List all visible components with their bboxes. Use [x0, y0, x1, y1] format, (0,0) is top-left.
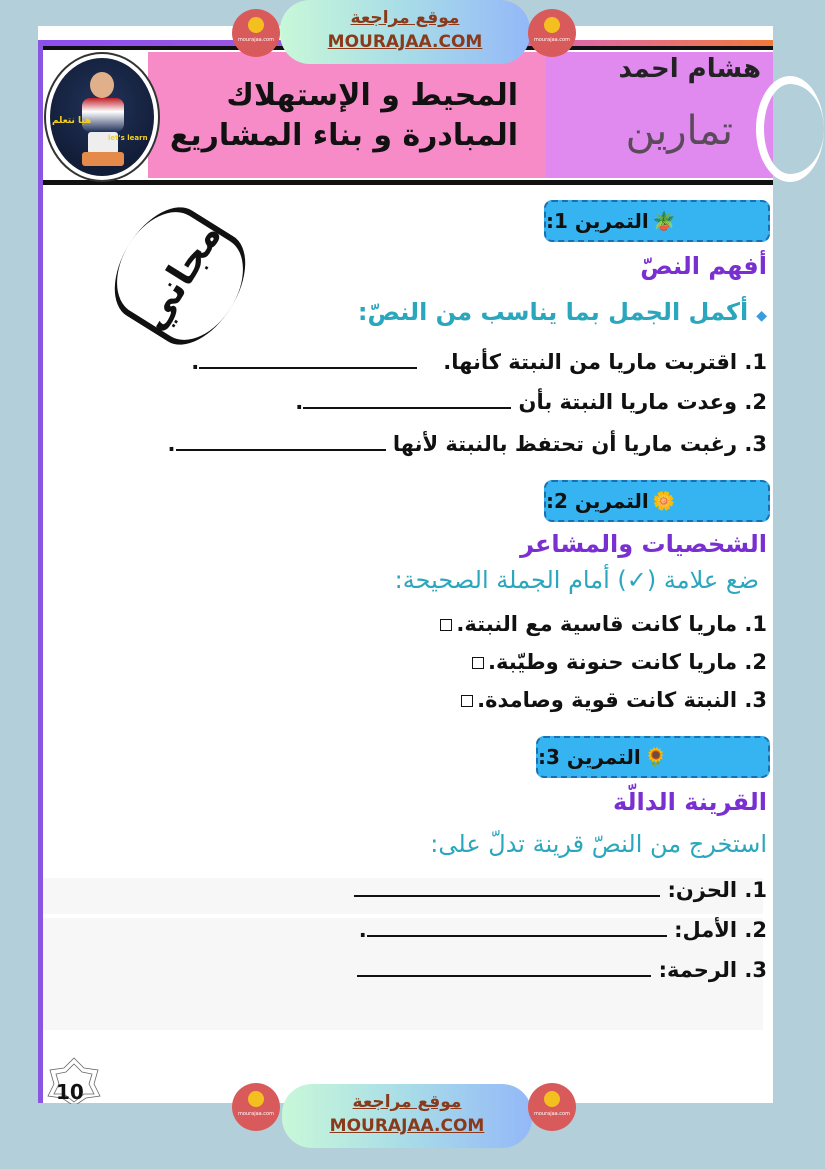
exercise-1-item-1: 1. اقتربت ماريا من النبتة كأنها.. — [191, 349, 767, 374]
avatar-caption: هيا نتعلم — [52, 116, 92, 126]
answer-blank[interactable] — [354, 876, 660, 897]
page-number-badge — [44, 1056, 104, 1104]
watermark-latin[interactable]: MOURAJAA.COM — [327, 32, 483, 52]
daisy-flower-icon: 🌼 — [652, 490, 676, 512]
exercise-1-item-2: 2. وعدت ماريا النبتة بأن . — [295, 389, 767, 414]
teacher-avatar — [44, 52, 160, 182]
watermark-logo-right-top: mourajaa.com — [528, 9, 576, 57]
exercise-1-item-3: 3. رغبت ماريا أن تحتفظ بالنبتة لأنها . — [167, 431, 767, 456]
exercise-2-item-2: 2. ماريا كانت حنونة وطيّبة. — [472, 650, 767, 674]
page-number: 10 — [56, 1080, 84, 1104]
sunflower-icon: 🌻 — [644, 746, 668, 768]
watermark-arabic[interactable]: موقع مراجعة — [352, 1092, 462, 1112]
checkbox[interactable] — [472, 657, 484, 669]
watermark-logo-left-top: mourajaa.com — [232, 9, 280, 57]
diamond-bullet-icon: ◆ — [756, 308, 767, 324]
exercise-3-instruction: استخرج من النصّ قرينة تدلّ على: — [430, 830, 767, 858]
exercise-2-item-1: 1. ماريا كانت قاسية مع النبتة. — [440, 612, 767, 636]
kid-figure-icon — [90, 72, 114, 98]
exercise-1-instruction: ◆أكمل الجمل بما يناسب من النصّ: — [357, 298, 767, 326]
exercise-2-label: التمرين 2: — [546, 489, 649, 513]
book-logo-icon — [248, 17, 264, 33]
exercise-1-label: التمرين 1: — [546, 209, 649, 233]
watermark-logo-left-bottom: mourajaa.com — [232, 1083, 280, 1131]
exercise-3-item-2: 2. الأمل: . — [358, 917, 767, 942]
lesson-title — [170, 76, 518, 156]
header-decorative-arc — [756, 76, 824, 182]
watermark-arabic[interactable]: موقع مراجعة — [350, 8, 460, 28]
exercise-1-header — [544, 200, 770, 242]
exercise-2-instruction: ضع علامة (✓) أمام الجملة الصحيحة: — [394, 566, 759, 594]
exercise-3-item-3: 3. الرحمة: — [357, 956, 767, 982]
free-stamp-text: مجاني — [130, 214, 230, 338]
exercise-3-label: التمرين 3: — [538, 745, 641, 769]
answer-blank[interactable] — [303, 388, 511, 409]
exercise-3-section-title: القرينة الدالّة — [612, 788, 767, 816]
answer-blank[interactable] — [357, 956, 651, 977]
exercise-2-item-3: 3. النبتة كانت قوية وصامدة. — [461, 688, 767, 712]
header-border-bottom — [43, 180, 773, 185]
answer-blank[interactable] — [176, 430, 386, 451]
lesson-title-line1: المحيط و الإستهلاك — [226, 78, 518, 113]
free-stamp — [96, 192, 263, 361]
watermark-logo-right-bottom: mourajaa.com — [528, 1083, 576, 1131]
author-name: هشام احمد — [618, 54, 761, 84]
book-logo-icon — [248, 1091, 264, 1107]
avatar-caption-en: let's learn — [108, 134, 148, 142]
answer-blank[interactable] — [367, 916, 667, 937]
worksheet-page — [38, 26, 773, 1103]
watermark-badge-top[interactable] — [280, 0, 530, 64]
exercise-2-header — [544, 480, 770, 522]
answer-blank[interactable] — [199, 348, 417, 369]
watermark-latin[interactable]: MOURAJAA.COM — [329, 1116, 485, 1136]
checkbox[interactable] — [440, 619, 452, 631]
exercise-1-section-title: أفهم النصّ — [640, 252, 767, 280]
checkbox[interactable] — [461, 695, 473, 707]
exercise-2-section-title: الشخصيات والمشاعر — [520, 530, 767, 558]
header-label: تمارين — [625, 108, 733, 154]
book-logo-icon — [544, 17, 560, 33]
potted-plant-icon: 🪴 — [652, 210, 676, 232]
lesson-title-line2: المبادرة و بناء المشاريع — [169, 118, 518, 153]
book-logo-icon — [544, 1091, 560, 1107]
exercise-3-header — [536, 736, 770, 778]
watermark-badge-bottom[interactable] — [282, 1084, 532, 1148]
exercise-3-item-1: 1. الحزن: — [354, 876, 767, 902]
